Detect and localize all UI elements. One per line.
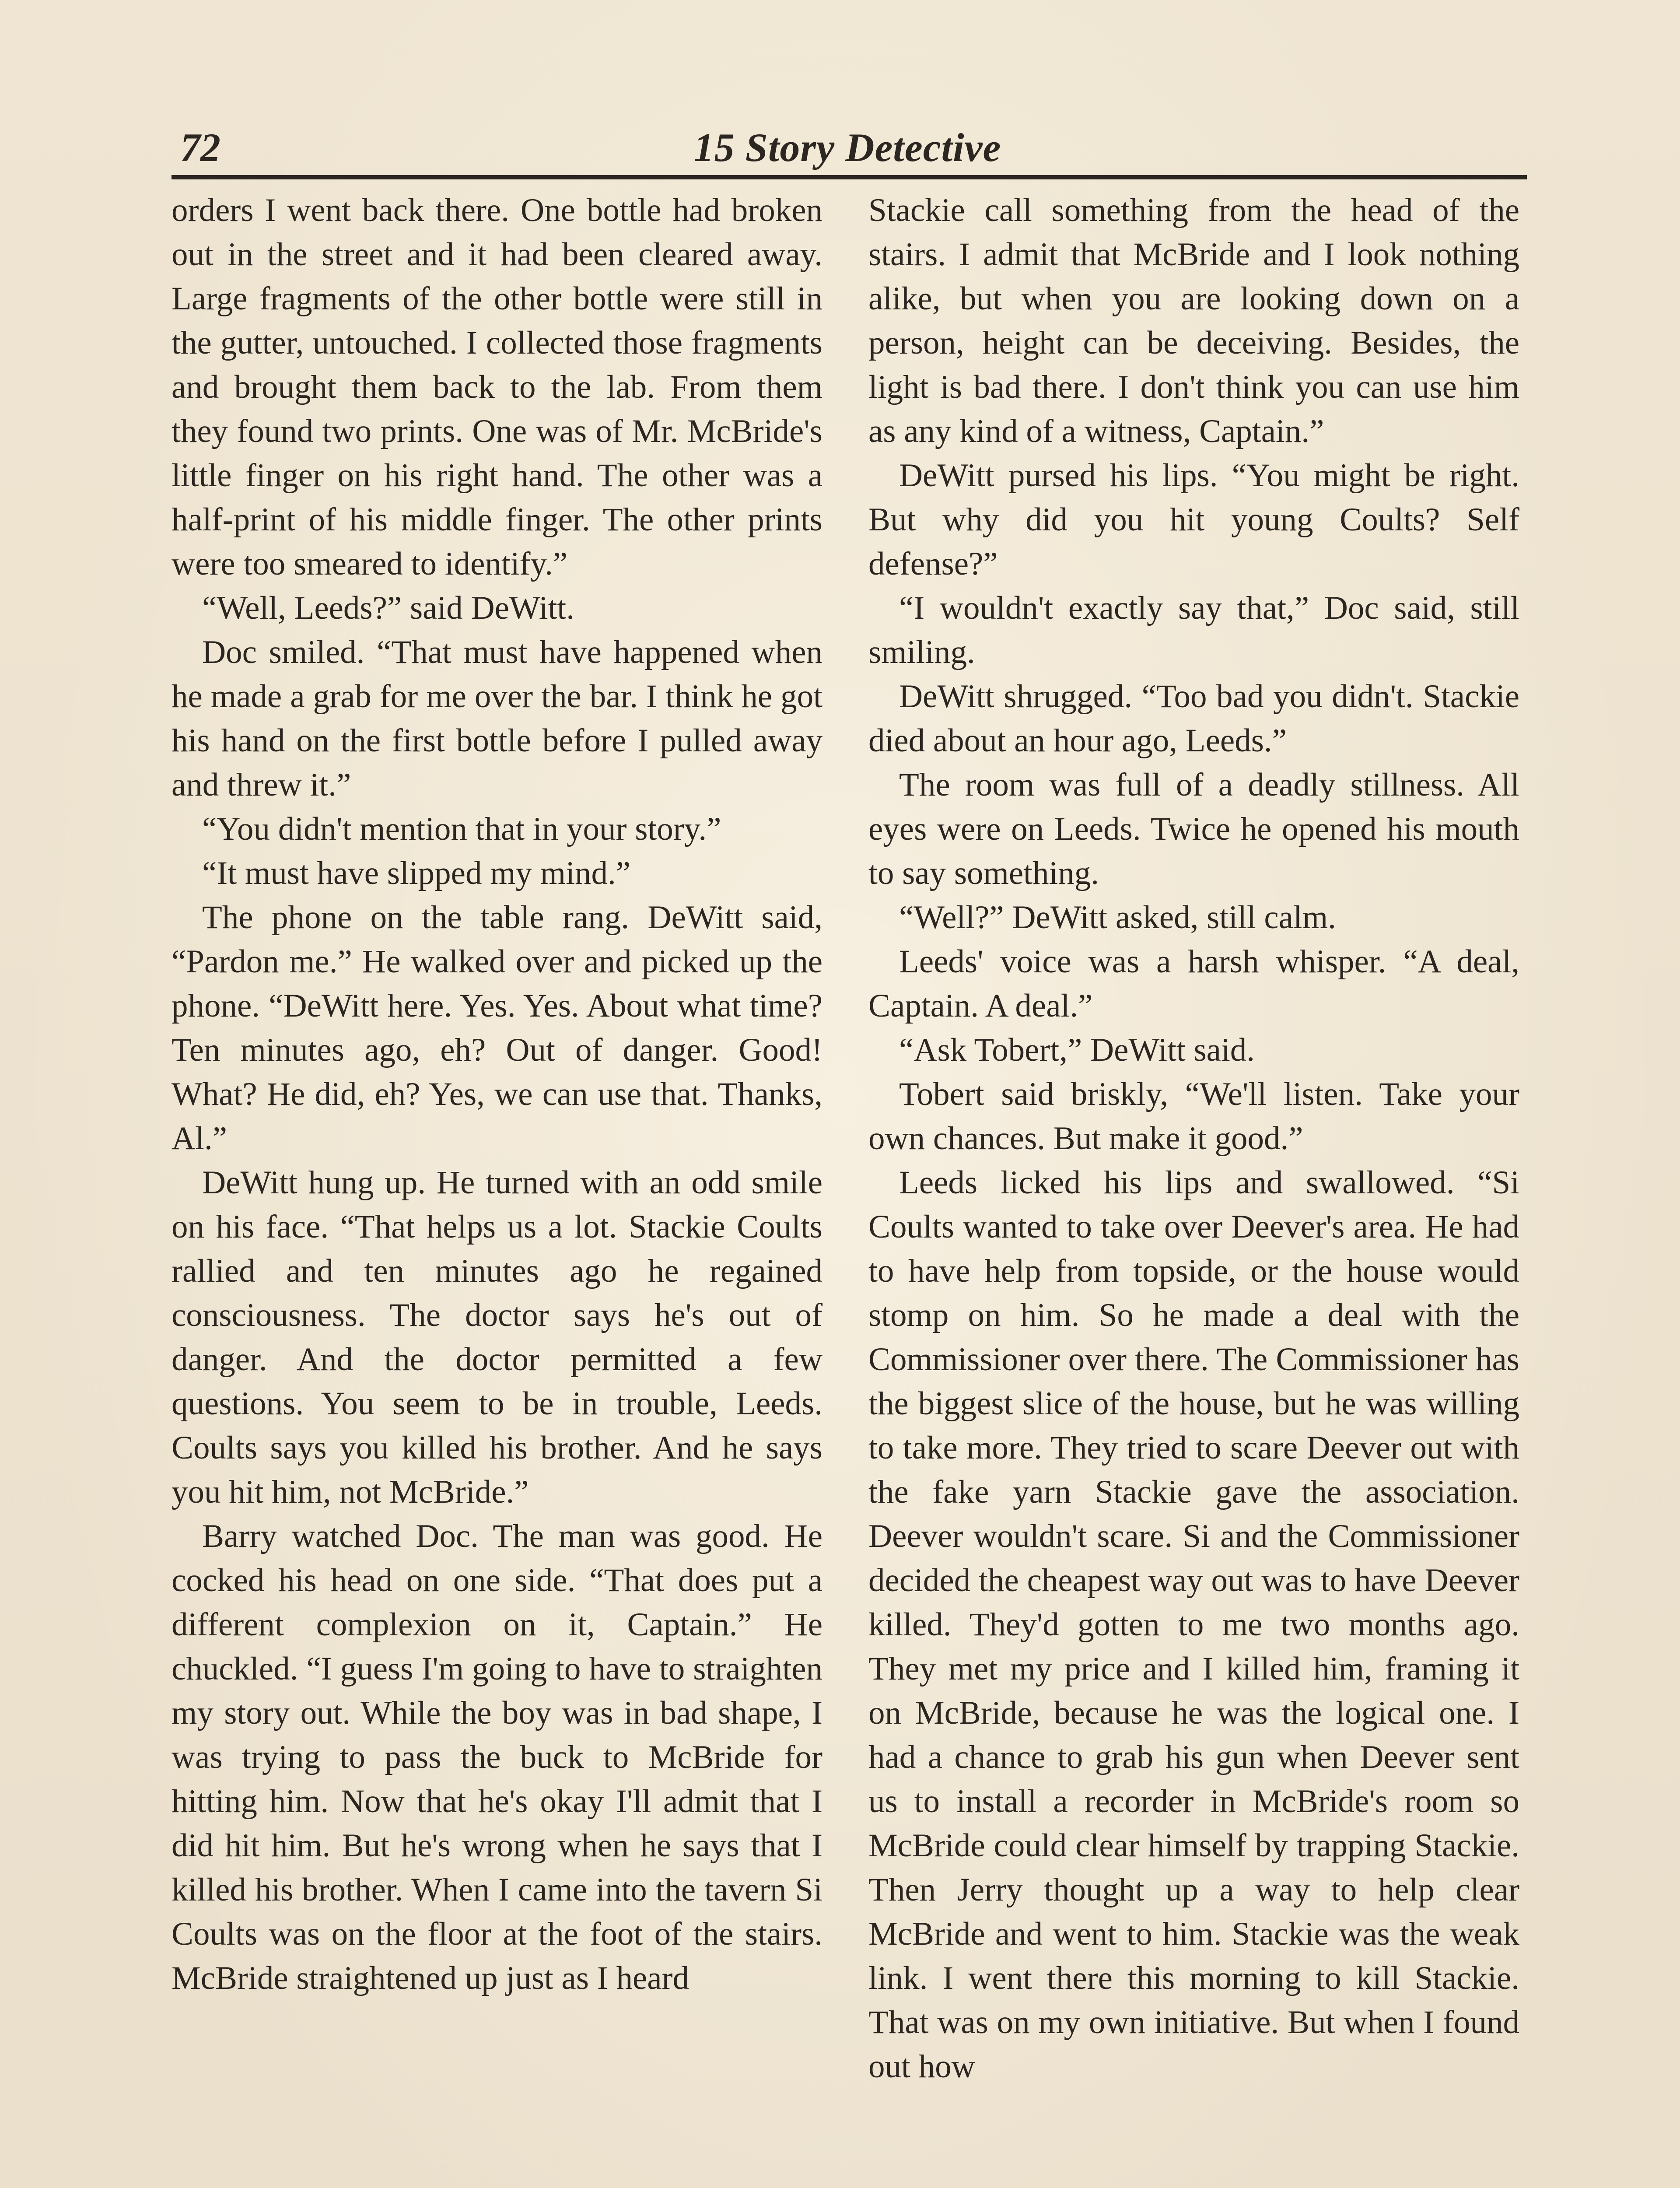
paragraph: Barry watched Doc. The man was good. He cocked his head on one side. “That does put a different complexion on it, Captain.” He chuckled. “I guess I'm going to have to straighten my story out. While the boy was in bad shape, I was trying to pass the buck to McBride for hitting him. Now that he's okay I'll admit that I did hit him. But he's wrong when he says that I killed his brother. When I came into the tavern Si Coults was on the floor at the foot of the stairs. McBride straightened up just as I heard: [172, 1518, 822, 1996]
left-column: [172, 188, 822, 2188]
paragraph: orders I went back there. One bottle had broken out in the street and it had been cleared away. Large fragments of the other bottle were still in the gutter, untouched. I collected those fragments and brought them back to the lab. From them they found two prints. One was of Mr. McBride's little finger on his right hand. The other was a half-print of his middle finger. The other prints were too smeared to identify.”: [172, 192, 822, 582]
paragraph: The room was full of a deadly stillness. All eyes were on Leeds. Twice he opened his mouth to say something.: [868, 767, 1519, 891]
page-number: 72: [180, 125, 220, 170]
paragraph: Doc smiled. “That must have happened when he made a grab for me over the bar. I think he got his hand on the first bottle before I pulled away and threw it.”: [172, 634, 822, 803]
magazine-title: 15 Story Detective: [693, 125, 1001, 170]
paragraph: Stackie call something from the head of the stairs. I admit that McBride and I look nothing alike, but when you are looking down on a person, height can be deceiving. Besides, the light is bad there. I don't think you can use him as any kind of a witness, Captain.”: [868, 192, 1519, 449]
paragraph: The phone on the table rang. DeWitt said, “Pardon me.” He walked over and picked up the phone. “DeWitt here. Yes. Yes. About what time? Ten minutes ago, eh? Out of danger. Good! What? He did, eh? Yes, we can use that. Thanks, Al.”: [172, 899, 822, 1157]
paragraph: DeWitt shrugged. “Too bad you didn't. Stackie died about an hour ago, Leeds.”: [868, 678, 1519, 759]
paragraph: Leeds licked his lips and swallowed. “Si Coults wanted to take over Deever's area. He had to have help from topside, or the house would stomp on him. So he made a deal with the Commissioner over there. The Commissioner has the biggest slice of the house, but he was willing to take more. They tried to scare Deever out with the fake yarn Stackie gave the association. Deever wouldn't scare. Si and the Commissioner decided the cheapest way out was to have Deever killed. They'd gotten to me two months ago. They met my price and I killed him, framing it on McBride, because he was the logical one. I had a chance to grab his gun when Deever sent us to install a recorder in McBride's room so McBride could clear himself by trapping Stackie. Then Jerry thought up a way to help clear McBride and went to him. Stackie was the weak link. I went there this morning to kill Stackie. That was on my own initiative. But when I found out how: [868, 1164, 1519, 2085]
paragraph: Tobert said briskly, “We'll listen. Take your own chances. But make it good.”: [868, 1076, 1519, 1157]
paragraph: DeWitt pursed his lips. “You might be right. But why did you hit young Coults? Self defense?”: [868, 457, 1519, 582]
paragraph: “I wouldn't exactly say that,” Doc said, still smiling.: [868, 590, 1519, 670]
paragraph: Leeds' voice was a harsh whisper. “A deal, Captain. A deal.”: [868, 943, 1519, 1024]
right-column: [868, 188, 1519, 2188]
paragraph: “You didn't mention that in your story.”: [202, 811, 721, 847]
paragraph: DeWitt hung up. He turned with an odd smile on his face. “That helps us a lot. Stackie Coults rallied and ten minutes ago he regained consciousness. The doctor says he's out of danger. And the doctor permitted a few questions. You seem to be in trouble, Leeds. Coults says you killed his brother. And he says you hit him, not McBride.”: [172, 1164, 822, 1510]
header-rule: [172, 175, 1527, 179]
paragraph: “Ask Tobert,” DeWitt said.: [899, 1032, 1255, 1068]
page-header: [172, 123, 1523, 176]
paragraph: “It must have slipped my mind.”: [202, 855, 630, 891]
paragraph: “Well, Leeds?” said DeWitt.: [202, 590, 575, 626]
paragraph: “Well?” DeWitt asked, still calm.: [899, 899, 1336, 936]
